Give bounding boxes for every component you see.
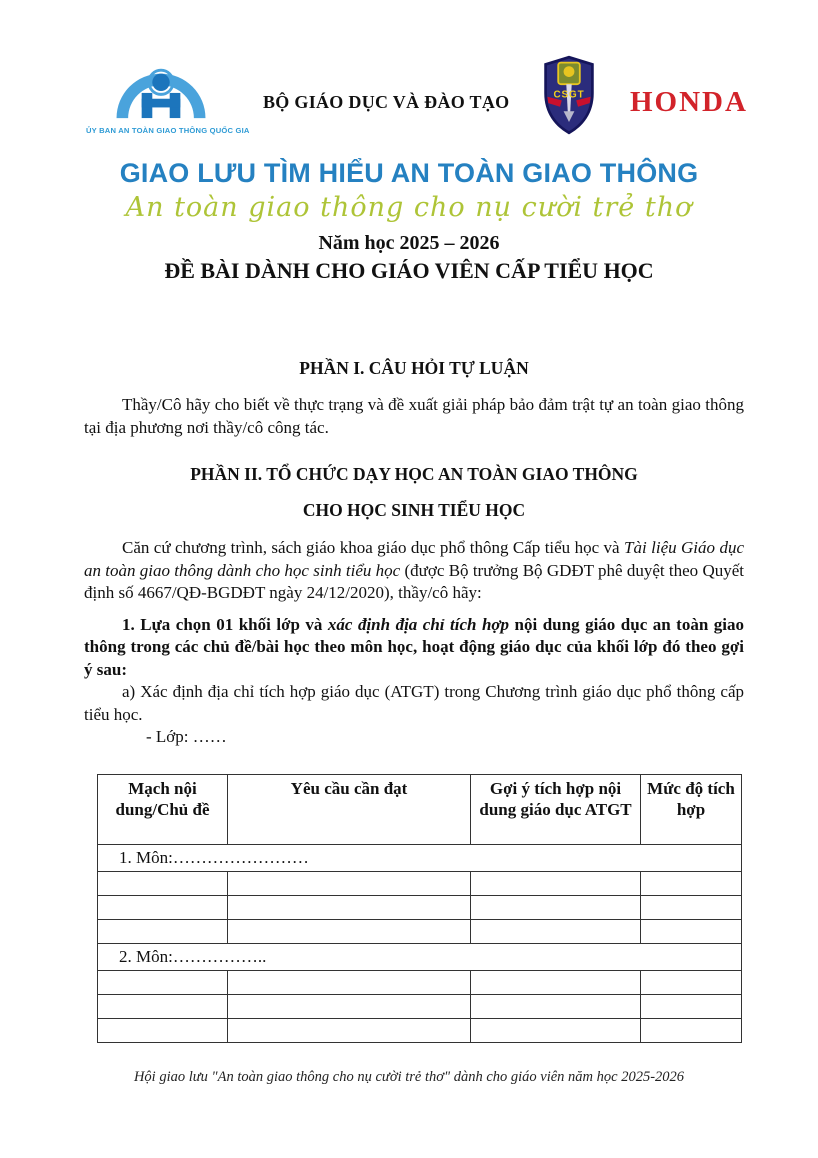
empty-cell xyxy=(471,895,641,919)
empty-cell xyxy=(641,871,742,895)
empty-cell xyxy=(228,970,471,994)
empty-cell xyxy=(471,994,641,1018)
empty-cell xyxy=(471,970,641,994)
task1-text-prefix: 1. Lựa chọn 01 khối lớp và xyxy=(122,614,328,634)
empty-cell xyxy=(228,871,471,895)
empty-cell xyxy=(98,895,228,919)
part1-heading: PHẦN I. CÂU HỎI TỰ LUẬN xyxy=(299,358,529,378)
csgt-police-badge xyxy=(542,55,596,140)
table-row xyxy=(98,919,742,943)
section1-label: 1. Môn:…………………… xyxy=(98,844,742,871)
integration-table xyxy=(97,774,742,1043)
empty-cell xyxy=(471,1018,641,1042)
national-traffic-safety-committee-logo xyxy=(86,62,250,135)
empty-cell xyxy=(228,895,471,919)
empty-cell xyxy=(641,970,742,994)
table-row xyxy=(98,895,742,919)
table-section2-row xyxy=(98,943,742,970)
part2-heading-line2: CHO HỌC SINH TIỂU HỌC xyxy=(302,500,526,520)
honda-logo: HONDA xyxy=(630,86,748,118)
empty-cell xyxy=(471,919,641,943)
empty-cell xyxy=(641,994,742,1018)
csgt-shield-icon xyxy=(542,55,596,135)
intro-text-prefix: Căn cứ chương trình, sách giáo khoa giáo dục phổ thông Cấp tiểu học và xyxy=(122,538,625,557)
grade-line: - Lớp: …… xyxy=(146,727,227,746)
part2-heading-line1: PHẦN II. TỔ CHỨC DẠY HỌC AN TOÀN GIAO THÔNG xyxy=(190,464,638,484)
col-header-goi-y-tich-hop: Gợi ý tích hợp nội dung giáo dục ATGT xyxy=(471,774,641,844)
empty-cell xyxy=(228,1018,471,1042)
table-row xyxy=(98,871,742,895)
empty-cell xyxy=(471,871,641,895)
exam-subtitle: ĐỀ BÀI DÀNH CHO GIÁO VIÊN CẤP TIỂU HỌC xyxy=(164,258,654,283)
col-header-yeu-cau: Yêu cầu cần đạt xyxy=(228,774,471,844)
empty-cell xyxy=(98,994,228,1018)
document-body xyxy=(84,358,744,1043)
ministry-title: BỘ GIÁO DỤC VÀ ĐÀO TẠO xyxy=(263,92,510,112)
task1-text-italic: xác định địa chỉ tích hợp xyxy=(327,614,510,634)
part1-paragraph: Thầy/Cô hãy cho biết về thực trạng và đề xuất giải pháp bảo đảm trật tự an toàn giao thông tại địa phương nơi thầy/cô công tác. xyxy=(84,395,744,437)
empty-cell xyxy=(98,871,228,895)
table-row xyxy=(98,994,742,1018)
empty-cell xyxy=(98,970,228,994)
table-section1-row xyxy=(98,844,742,871)
natsc-logo-caption: ỦY BAN AN TOÀN GIAO THÔNG QUỐC GIA xyxy=(86,126,250,135)
event-slogan: An toàn giao thông cho nụ cười trẻ thơ xyxy=(125,192,693,223)
col-header-mach-noi-dung: Mạch nội dung/Chủ đề xyxy=(98,774,228,844)
page-footer: Hội giao lưu "An toàn giao thông cho nụ cười trẻ thơ" dành cho giáo viên năm học 2025-2026 xyxy=(133,1068,685,1085)
school-year: Năm học 2025 – 2026 xyxy=(318,232,500,254)
empty-cell xyxy=(228,919,471,943)
empty-cell xyxy=(641,895,742,919)
event-title: GIAO LƯU TÌM HIỂU AN TOÀN GIAO THÔNG xyxy=(119,158,699,188)
intro-text-italic: Tài liệu Giáo dục an toàn giao thông dành cho học sinh tiểu học xyxy=(84,538,744,580)
task1-paragraph xyxy=(84,614,744,682)
part2-intro-paragraph xyxy=(84,537,744,605)
traffic-safety-dome-icon xyxy=(102,62,220,120)
document-header xyxy=(0,0,818,150)
col-header-muc-do: Mức độ tích hợp xyxy=(641,774,742,844)
table-row xyxy=(98,1018,742,1042)
section2-label: 2. Môn:…………….. xyxy=(98,943,742,970)
table-header-row xyxy=(98,774,742,844)
empty-cell xyxy=(228,994,471,1018)
table-row xyxy=(98,970,742,994)
intro-text-suffix: (được Bộ trưởng Bộ GDĐT phê duyệt theo Quyết định số 4667/QĐ-BGDĐT ngày 24/12/2020), thầy/cô hãy: xyxy=(84,560,745,602)
task1a-paragraph: a) Xác định địa chỉ tích hợp giáo dục (ATGT) trong Chương trình giáo dục phổ thông cấp tiểu học. xyxy=(84,682,744,724)
task1-text-suffix: nội dung giáo dục an toàn giao thông trong các chủ đề/bài học theo môn học, hoạt động giáo dục của khối lớp đó theo gợi ý sau: xyxy=(84,614,745,679)
empty-cell xyxy=(98,1018,228,1042)
empty-cell xyxy=(641,1018,742,1042)
empty-cell xyxy=(98,919,228,943)
csgt-badge-text: CSGT xyxy=(553,89,585,101)
empty-cell xyxy=(641,919,742,943)
